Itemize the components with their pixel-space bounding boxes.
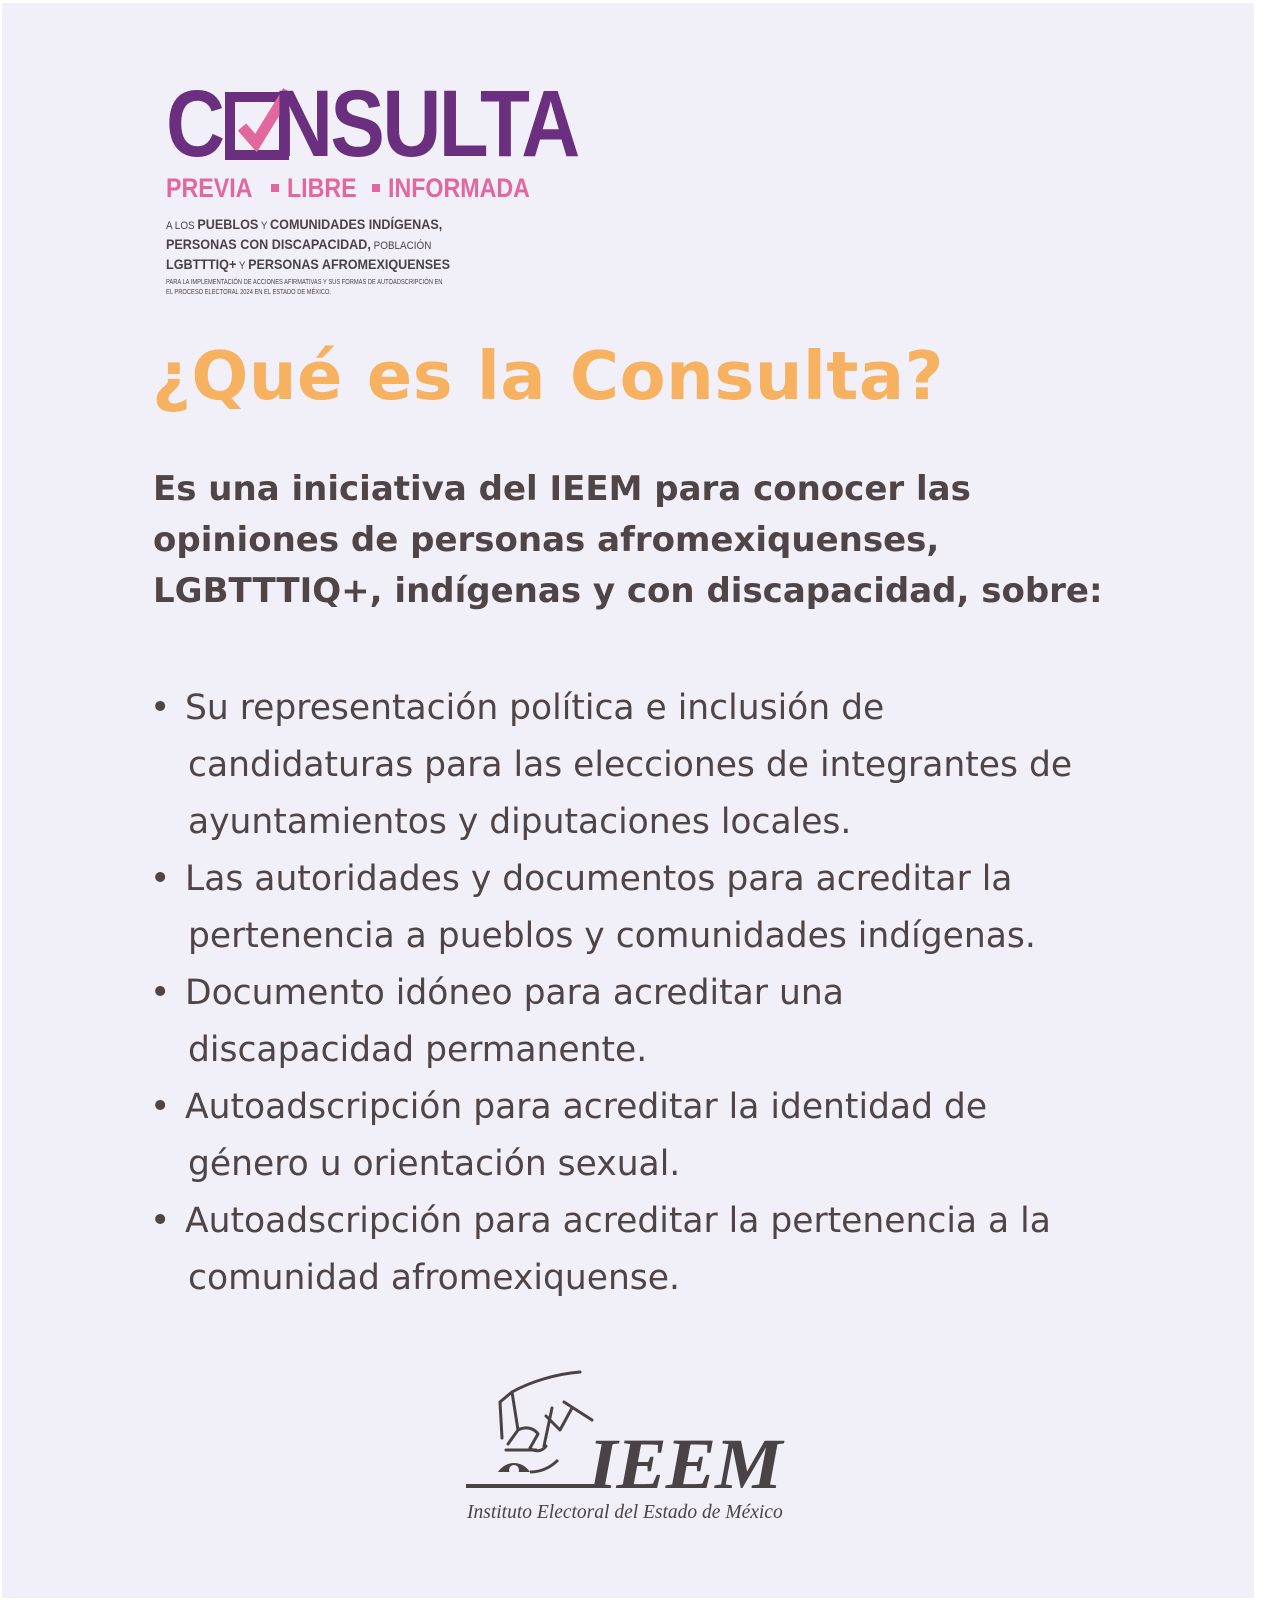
logo-tagline — [166, 173, 646, 203]
list-item: • Su representación política e inclusión de candidaturas para las elecciones de integrantes de ayuntamientos y diputaciones locales. — [150, 680, 1190, 851]
bullet-icon: • — [150, 1201, 171, 1241]
audience-line-3: LGBTTTIQ+ Y PERSONAS AFROMEXIQUENSES — [166, 256, 450, 272]
ieem-acronym: IEEM — [588, 1424, 782, 1504]
intro-paragraph: Es una iniciativa del IEEM para conocer las opiniones de personas afromexiquenses, LGBTTTIQ+, indígenas y con discapacidad, sobre: — [153, 469, 1103, 611]
tagline-previa: PREVIA — [166, 173, 253, 203]
wordmark-rest: NSULTA — [273, 71, 578, 177]
consulta-logo — [166, 71, 646, 298]
wordmark-c: C — [166, 71, 223, 177]
list-item: • Documento idóneo para acreditar una discapacidad permanente. — [150, 965, 1190, 1079]
bullet-icon: • — [150, 1087, 171, 1127]
audience-line-2: PERSONAS CON DISCAPACIDAD, POBLACIÓN — [166, 236, 432, 252]
list-item: • Las autoridades y documentos para acreditar la pertenencia a pueblos y comunidades indígenas. — [150, 851, 1190, 965]
list-item: • Autoadscripción para acreditar la pertenencia a la comunidad afromexiquense. — [150, 1193, 1190, 1307]
tagline-libre: LIBRE — [286, 173, 357, 203]
consulta-wordmark — [166, 71, 646, 177]
bullet-icon: • — [150, 859, 171, 899]
bullet-icon: • — [150, 688, 171, 728]
tagline-informada: INFORMADA — [387, 173, 530, 203]
logo-audience — [166, 215, 496, 275]
tagline-separator — [271, 184, 279, 192]
page-title: ¿Qué es la Consulta? — [152, 337, 944, 415]
tagline-separator — [372, 184, 380, 192]
audience-line-1: A LOS PUEBLOS Y COMUNIDADES INDÍGENAS, — [166, 216, 443, 232]
ieem-logo — [460, 1368, 800, 1528]
ieem-full-name: Instituto Electoral del Estado de México — [467, 1502, 783, 1523]
list-item: • Autoadscripción para acreditar la identidad de género u orientación sexual. — [150, 1079, 1190, 1193]
topics-list — [150, 680, 1190, 1307]
bullet-icon: • — [150, 973, 171, 1013]
ballot-hand-icon — [460, 1368, 600, 1503]
logo-fine-print: PARA LA IMPLEMENTACIÓN DE ACCIONES AFIRMATIVAS Y SUS FORMAS DE AUTOADSCRIPCIÓN EN EL PROCESO ELECTORAL 2024 EN EL ESTADO DE MÉXICO. — [166, 279, 443, 296]
